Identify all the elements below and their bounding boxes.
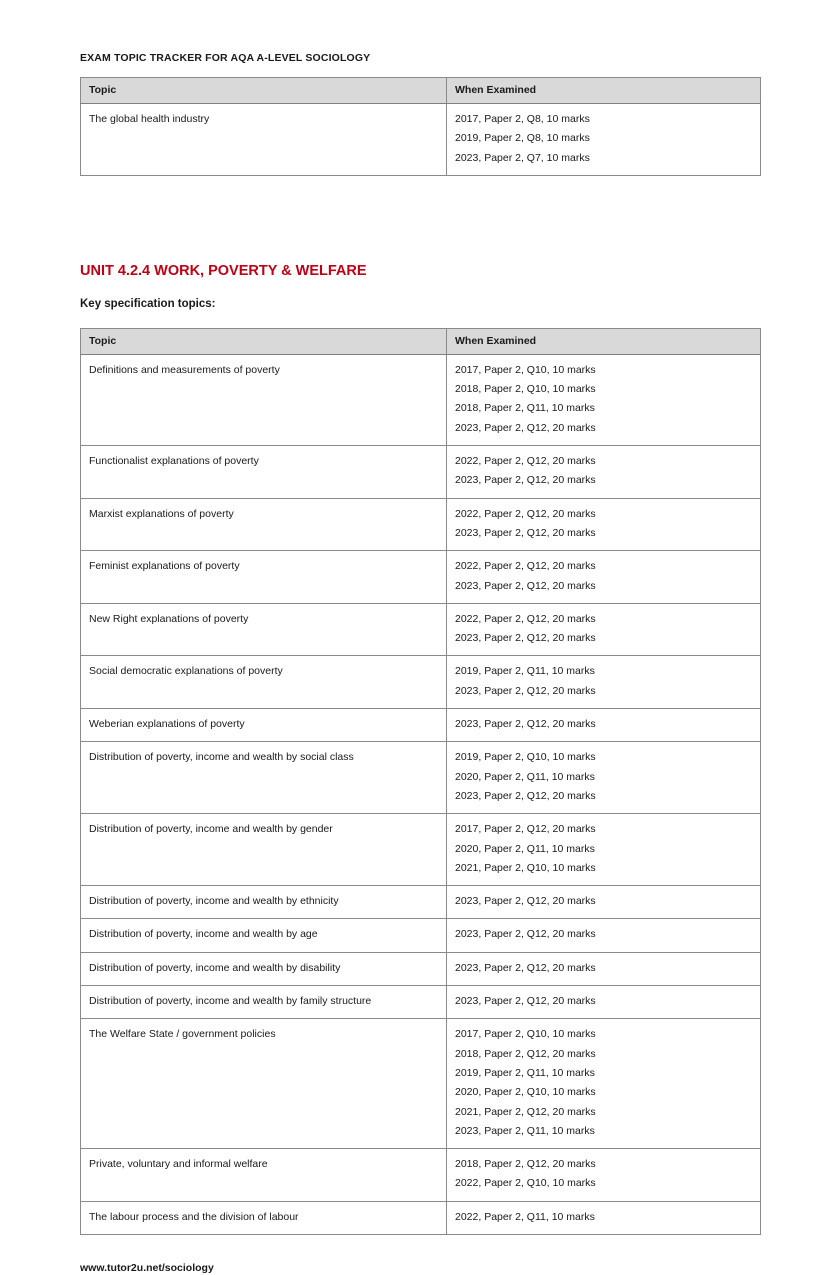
table-body — [81, 104, 761, 176]
page-content — [80, 0, 760, 1275]
table-header-row — [81, 78, 761, 104]
topic-text: Distribution of poverty, income and wealth by ethnicity — [89, 895, 339, 908]
exam-entry: 2023, Paper 2, Q12, 20 marks — [455, 895, 596, 908]
topic-text: Distribution of poverty, income and wealth by family structure — [89, 995, 372, 1008]
cell-when-examined — [447, 1201, 761, 1234]
cell-topic — [81, 742, 447, 814]
table-header-row — [81, 328, 761, 354]
exam-entry: 2022, Paper 2, Q11, 10 marks — [455, 1210, 595, 1223]
topic-text: Marxist explanations of poverty — [89, 507, 234, 520]
sub-heading-key-specification-topics: Key specification topics: — [80, 297, 216, 310]
table-row — [81, 814, 761, 886]
exam-entry: 2023, Paper 2, Q12, 20 marks — [455, 789, 596, 802]
exam-entry: 2023, Paper 2, Q12, 20 marks — [455, 961, 596, 974]
cell-when-examined — [447, 104, 761, 176]
column-header-topic: Topic — [81, 78, 447, 104]
exam-entry: 2019, Paper 2, Q11, 10 marks — [455, 1066, 595, 1079]
cell-topic — [81, 986, 447, 1019]
exam-entry: 2019, Paper 2, Q10, 10 marks — [455, 751, 596, 764]
exam-entry: 2023, Paper 2, Q12, 20 marks — [455, 579, 596, 592]
cell-when-examined — [447, 986, 761, 1019]
topic-text: The Welfare State / government policies — [89, 1028, 276, 1041]
exam-entry: 2017, Paper 2, Q10, 10 marks — [455, 1028, 596, 1041]
exam-entry: 2018, Paper 2, Q12, 20 marks — [455, 1158, 596, 1171]
exam-entry: 2023, Paper 2, Q12, 20 marks — [455, 632, 596, 645]
exam-entry: 2022, Paper 2, Q12, 20 marks — [455, 455, 596, 468]
cell-when-examined — [447, 446, 761, 499]
column-header-when-examined: When Examined — [447, 78, 761, 104]
table-row — [81, 1019, 761, 1149]
exam-entry: 2020, Paper 2, Q11, 10 marks — [455, 842, 595, 855]
cell-topic — [81, 709, 447, 742]
cell-when-examined — [447, 551, 761, 604]
topic-text: New Right explanations of poverty — [89, 612, 249, 625]
exam-entry: 2023, Paper 2, Q12, 20 marks — [455, 526, 596, 539]
table-row — [81, 952, 761, 985]
spacer — [80, 280, 760, 297]
cell-topic — [81, 354, 447, 445]
footer-website-link[interactable]: www.tutor2u.net/sociology — [80, 1261, 214, 1274]
unit-heading: UNIT 4.2.4 WORK, POVERTY & WELFARE — [80, 262, 367, 279]
exam-entry: 2023, Paper 2, Q12, 20 marks — [455, 995, 596, 1008]
exam-tracker-table-main — [80, 328, 761, 1235]
exam-entry: 2017, Paper 2, Q12, 20 marks — [455, 823, 596, 836]
topic-text: Definitions and measurements of poverty — [89, 363, 280, 376]
topic-text: Functionalist explanations of poverty — [89, 455, 259, 468]
exam-entry: 2023, Paper 2, Q12, 20 marks — [455, 474, 596, 487]
table-row — [81, 886, 761, 919]
exam-entry: 2023, Paper 2, Q12, 20 marks — [455, 718, 596, 731]
exam-tracker-table-continued — [80, 77, 761, 176]
cell-topic — [81, 446, 447, 499]
cell-topic — [81, 919, 447, 952]
table-body — [81, 354, 761, 1234]
exam-entry: 2023, Paper 2, Q11, 10 marks — [455, 1124, 595, 1137]
cell-topic — [81, 1149, 447, 1202]
topic-text: The global health industry — [89, 113, 210, 125]
column-header-topic: Topic — [81, 328, 447, 354]
exam-entry: 2022, Paper 2, Q12, 20 marks — [455, 560, 596, 573]
table-row — [81, 709, 761, 742]
topic-text: Feminist explanations of poverty — [89, 560, 240, 573]
topic-text: Private, voluntary and informal welfare — [89, 1158, 268, 1171]
exam-entry: 2023, Paper 2, Q12, 20 marks — [455, 421, 596, 434]
exam-entry: 2019, Paper 2, Q11, 10 marks — [455, 665, 595, 678]
exam-entry: 2022, Paper 2, Q12, 20 marks — [455, 507, 596, 520]
exam-entry: 2018, Paper 2, Q12, 20 marks — [455, 1047, 596, 1060]
cell-topic — [81, 952, 447, 985]
cell-topic — [81, 551, 447, 604]
spacer — [80, 312, 760, 328]
topic-text: Distribution of poverty, income and wealth by gender — [89, 823, 333, 836]
topic-text: Distribution of poverty, income and wealth by age — [89, 928, 318, 941]
topic-text: The labour process and the division of labour — [89, 1210, 299, 1223]
exam-entry: 2017, Paper 2, Q10, 10 marks — [455, 363, 596, 376]
exam-entry: 2021, Paper 2, Q12, 20 marks — [455, 1105, 596, 1118]
exam-entry: 2022, Paper 2, Q10, 10 marks — [455, 1177, 596, 1190]
cell-when-examined — [447, 603, 761, 656]
exam-entry: 2020, Paper 2, Q11, 10 marks — [455, 770, 595, 783]
table-head — [81, 328, 761, 354]
topic-text: Weberian explanations of poverty — [89, 718, 245, 731]
table-row — [81, 104, 761, 176]
spacer — [80, 65, 760, 77]
exam-entry: 2023, Paper 2, Q12, 20 marks — [455, 684, 596, 697]
cell-when-examined — [447, 709, 761, 742]
cell-topic — [81, 104, 447, 176]
table-row — [81, 919, 761, 952]
table-row — [81, 498, 761, 551]
cell-topic — [81, 603, 447, 656]
table-row — [81, 1201, 761, 1234]
spacer — [80, 1235, 760, 1261]
table-row — [81, 986, 761, 1019]
cell-when-examined — [447, 952, 761, 985]
exam-entry: 2023, Paper 2, Q12, 20 marks — [455, 928, 596, 941]
spacer — [80, 176, 760, 262]
cell-topic — [81, 814, 447, 886]
cell-topic — [81, 1019, 447, 1149]
cell-topic — [81, 1201, 447, 1234]
exam-entry: 2022, Paper 2, Q12, 20 marks — [455, 612, 596, 625]
table-row — [81, 656, 761, 709]
cell-when-examined — [447, 656, 761, 709]
exam-entry: 2021, Paper 2, Q10, 10 marks — [455, 861, 596, 874]
exam-entry: 2018, Paper 2, Q10, 10 marks — [455, 383, 596, 396]
exam-entry: 2023, Paper 2, Q7, 10 marks — [455, 151, 590, 164]
exam-entry: 2020, Paper 2, Q10, 10 marks — [455, 1086, 596, 1099]
table-row — [81, 551, 761, 604]
cell-topic — [81, 656, 447, 709]
cell-when-examined — [447, 742, 761, 814]
cell-when-examined — [447, 1149, 761, 1202]
table-row — [81, 603, 761, 656]
table-row — [81, 742, 761, 814]
topic-text: Distribution of poverty, income and wealth by social class — [89, 751, 354, 764]
table-row — [81, 1149, 761, 1202]
page-title: EXAM TOPIC TRACKER FOR AQA A-LEVEL SOCIOLOGY — [80, 52, 371, 64]
table-row — [81, 354, 761, 445]
cell-when-examined — [447, 498, 761, 551]
table-row — [81, 446, 761, 499]
exam-entry: 2018, Paper 2, Q11, 10 marks — [455, 402, 595, 415]
cell-when-examined — [447, 919, 761, 952]
cell-when-examined — [447, 1019, 761, 1149]
cell-topic — [81, 886, 447, 919]
cell-when-examined — [447, 886, 761, 919]
cell-when-examined — [447, 354, 761, 445]
exam-entry: 2017, Paper 2, Q8, 10 marks — [455, 113, 590, 125]
topic-text: Social democratic explanations of poverty — [89, 665, 283, 678]
column-header-when-examined: When Examined — [447, 328, 761, 354]
topic-text: Distribution of poverty, income and wealth by disability — [89, 961, 341, 974]
cell-when-examined — [447, 814, 761, 886]
cell-topic — [81, 498, 447, 551]
exam-entry: 2019, Paper 2, Q8, 10 marks — [455, 132, 590, 145]
table-head — [81, 78, 761, 104]
